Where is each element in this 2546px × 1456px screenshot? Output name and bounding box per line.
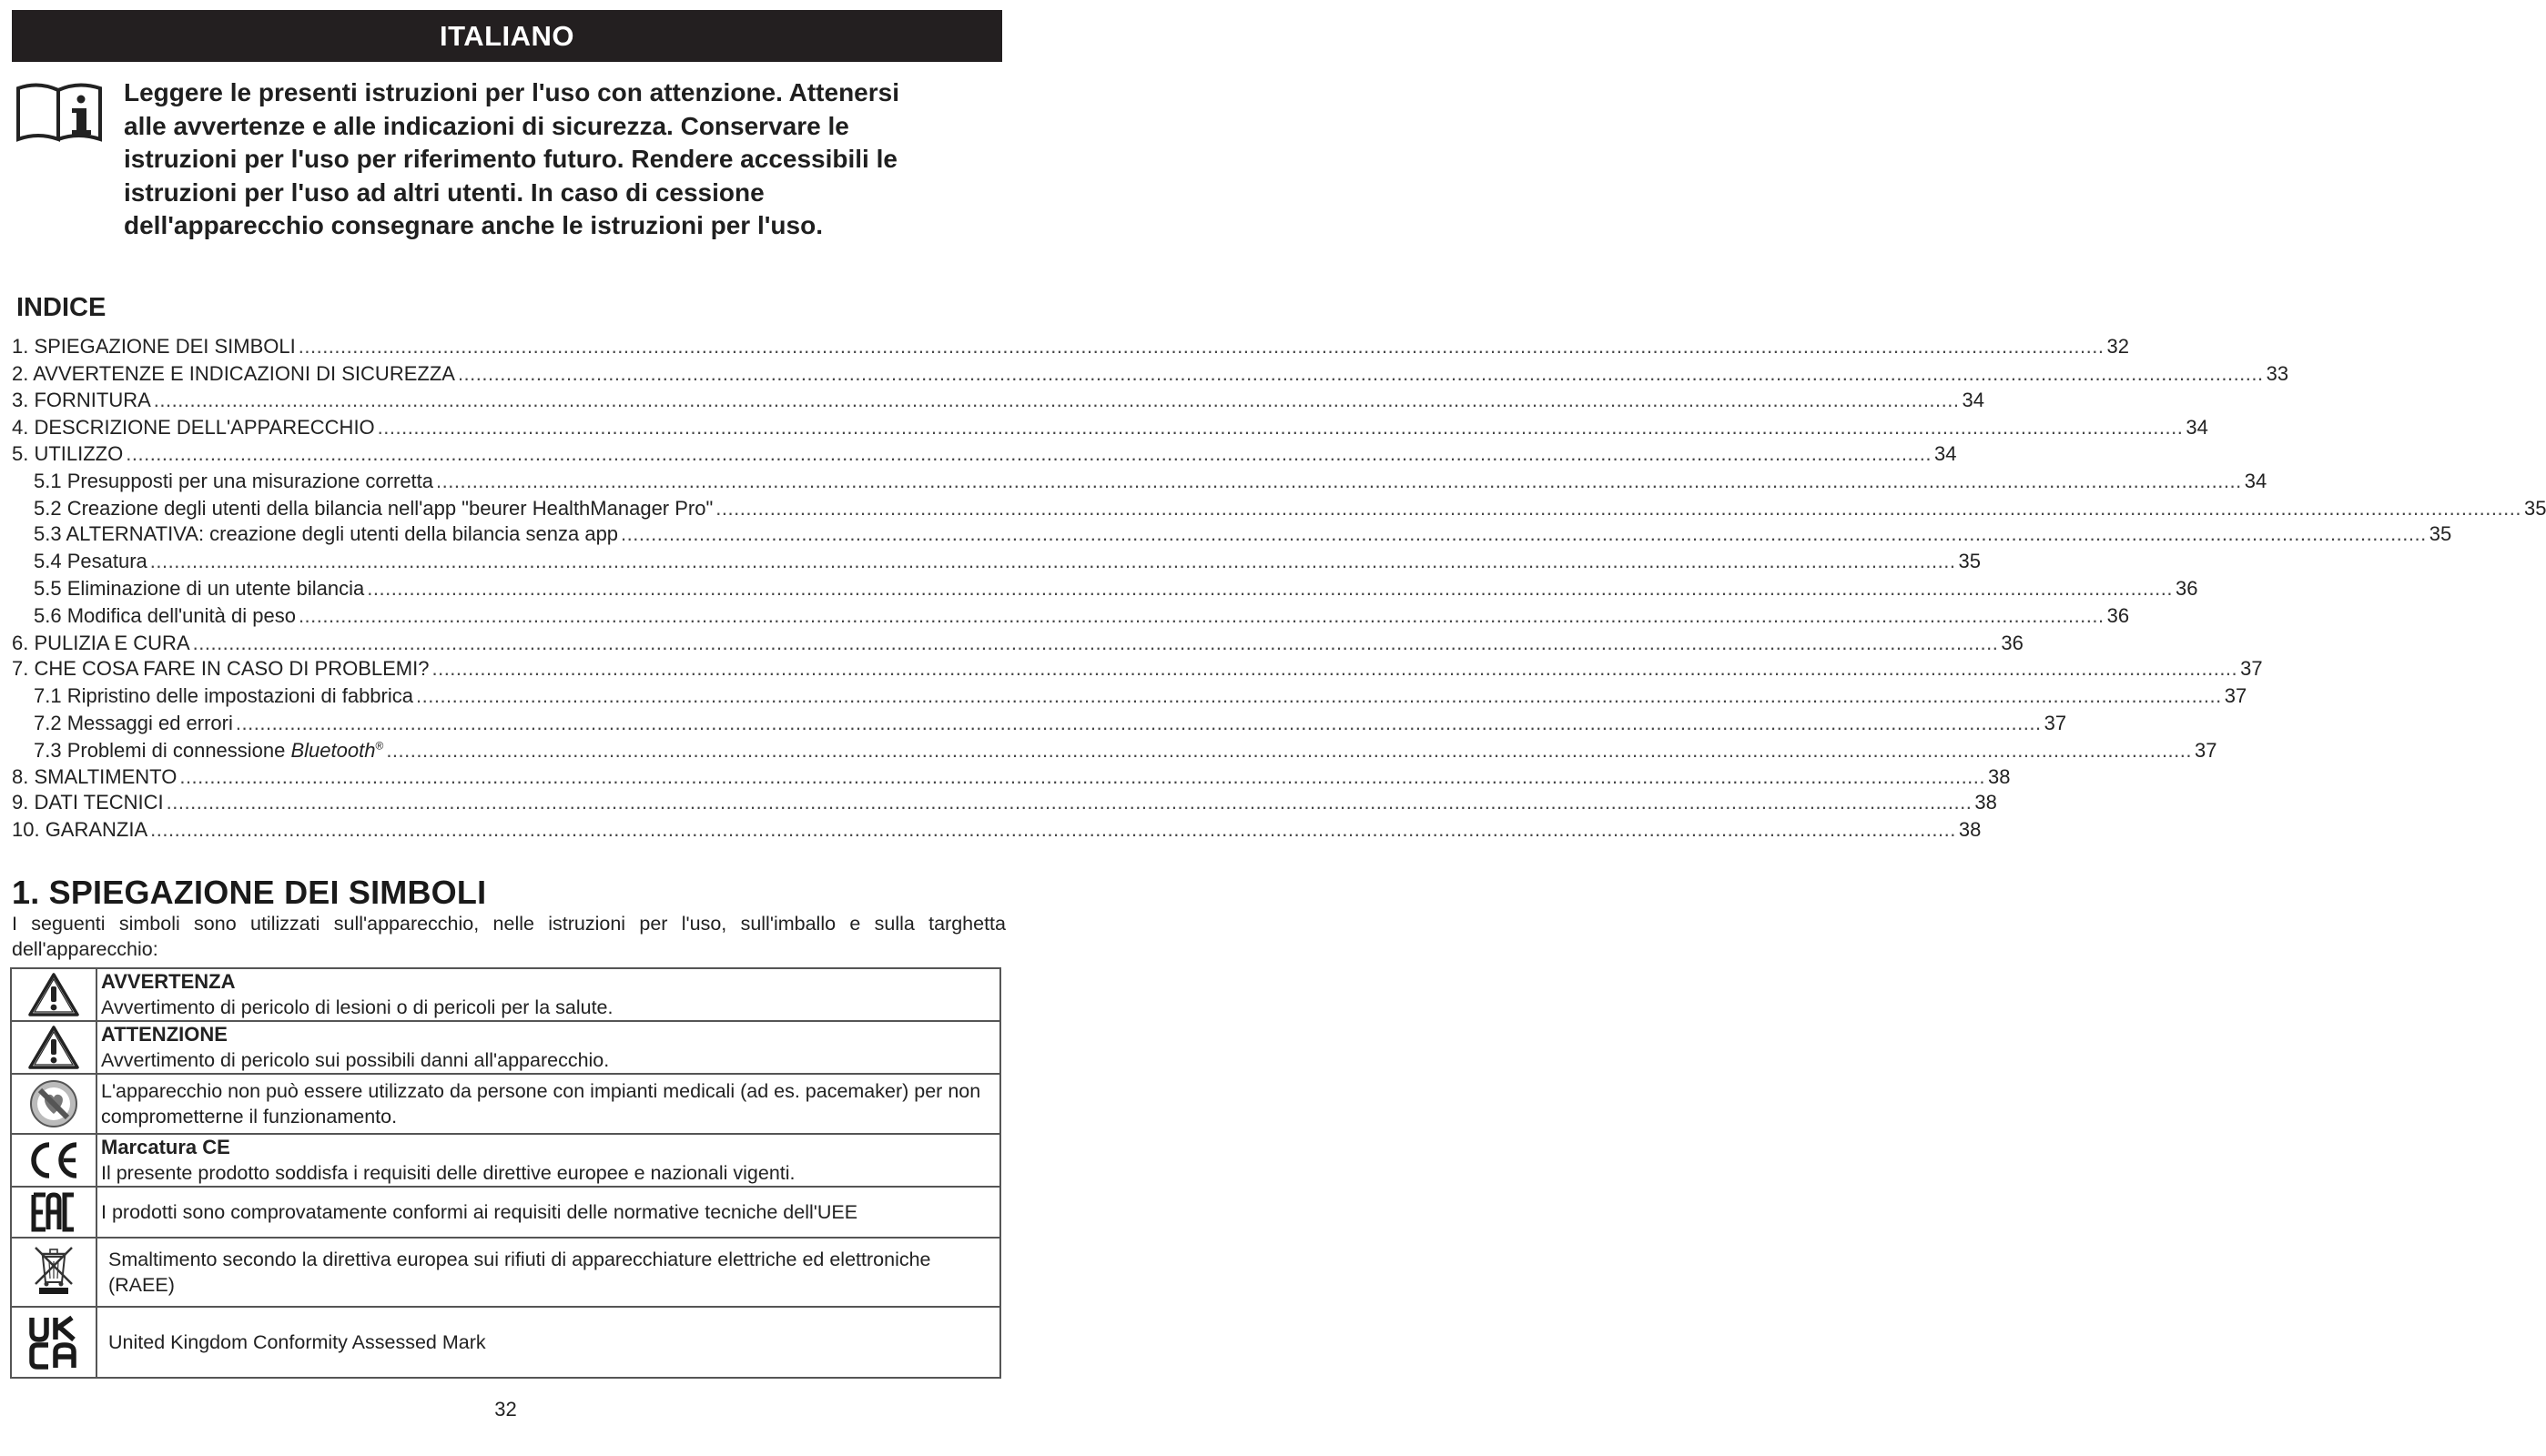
toc-item-symbols[interactable]: 1. SPIEGAZIONE DEI SIMBOLI ............................................................................................................................................................................................................................................................................................................ 32 (12, 335, 2129, 358)
warning-triangle-icon (11, 968, 96, 1021)
toc-page: 36 (2001, 632, 2024, 654)
toc-page: 38 (1988, 765, 2011, 788)
toc-label: 4. DESCRIZIONE DELL'APPARECCHIO (12, 416, 375, 439)
language-header: ITALIANO (12, 10, 1002, 62)
symbol-title: ATTENZIONE (101, 1023, 228, 1046)
toc-page: 37 (2044, 712, 2067, 734)
toc-item-supply[interactable]: 3. FORNITURA ............................................................................................................................................................................................................................................................................................................ 34 (12, 389, 1984, 411)
symbol-text: I prodotti sono comprovatamente conformi ai requisiti delle normative tecniche dell'UEE (101, 1201, 858, 1223)
toc-label: 7.3 Problemi di connessione Bluetooth® (34, 739, 384, 762)
toc-item-description[interactable]: 4. DESCRIZIONE DELL'APPARECCHIO ............................................................................................................................................................................................................................................................................................................ 34 (12, 416, 2208, 439)
toc-item-disposal[interactable]: 8. SMALTIMENTO ............................................................................................................................................................................................................................................................................................................ 38 (12, 765, 2011, 788)
intro-warning-text (124, 76, 998, 243)
section-intro: I seguenti simboli sono utilizzati sull'apparecchio, nelle istruzioni per l'uso, sull'imballo e sulla targhetta dell'apparecchio: (12, 913, 1006, 960)
toc-item-7-2[interactable]: 7.2 Messaggi ed errori ............................................................................................................................................................................................................................................................................................................ 37 (34, 712, 2067, 734)
toc-page: 37 (2224, 684, 2247, 707)
toc-label: 5.3 ALTERNATIVA: creazione degli utenti della bilancia senza app (34, 522, 619, 545)
toc-page: 36 (2175, 577, 2198, 600)
symbol-title: Marcatura CE (101, 1136, 230, 1158)
toc-label: 5.5 Eliminazione di un utente bilancia (34, 577, 365, 600)
intro-line: dell'apparecchio consegnare anche le istruzioni per l'uso. (124, 211, 823, 239)
toc-label: 5. UTILIZZO (12, 442, 124, 465)
table-row (11, 1307, 1000, 1378)
intro-line: alle avvertenze e alle indicazioni di sicurezza. Conservare le (124, 111, 849, 140)
toc-label: 6. PULIZIA E CURA (12, 632, 190, 654)
toc-item-technical-data[interactable]: 9. DATI TECNICI ............................................................................................................................................................................................................................................................................................................ 38 (12, 791, 1997, 814)
toc-item-7-1[interactable]: 7.1 Ripristino delle impostazioni di fabbrica ............................................................................................................................................................................................................................................................................................................ 37 (34, 684, 2247, 707)
toc-label: 7.2 Messaggi ed errori (34, 712, 233, 734)
toc-item-5-3[interactable]: 5.3 ALTERNATIVA: creazione degli utenti della bilancia senza app ............................................................................................................................................................................................................................................................................................................ 35 (34, 522, 2452, 545)
toc-label: 5.2 Creazione degli utenti della bilancia nell'app "beurer HealthManager Pro" (34, 497, 714, 520)
toc-page: 34 (2186, 416, 2208, 439)
toc-page: 36 (2106, 604, 2130, 627)
toc-page: 37 (2240, 657, 2263, 680)
toc-item-5-5[interactable]: 5.5 Eliminazione di un utente bilancia ............................................................................................................................................................................................................................................................................................................ 36 (34, 577, 2198, 600)
toc-title: INDICE (16, 293, 107, 322)
toc-label: 1. SPIEGAZIONE DEI SIMBOLI (12, 335, 296, 358)
table-row (11, 1134, 1000, 1187)
intro-line: istruzioni per l'uso per riferimento futuro. Rendere accessibili le (124, 145, 898, 173)
caution-triangle-icon (11, 1021, 96, 1074)
toc-page: 32 (2106, 335, 2129, 358)
toc-item-warnings[interactable]: 2. AVVERTENZE E INDICAZIONI DI SICUREZZA ............................................................................................................................................................................................................................................................................................................ 33 (12, 362, 2289, 385)
symbol-text: Avvertimento di pericolo sui possibili danni all'apparecchio. (101, 1049, 610, 1071)
toc-label: 5.1 Presupposti per una misurazione corretta (34, 470, 434, 492)
ukca-mark-icon (11, 1307, 96, 1378)
symbol-text: United Kingdom Conformity Assessed Mark (108, 1331, 486, 1353)
toc-page: 34 (2244, 470, 2267, 492)
toc-item-usage[interactable]: 5. UTILIZZO ............................................................................................................................................................................................................................................................................................................ 34 (12, 442, 1957, 465)
toc-label: 10. GARANZIA (12, 818, 148, 841)
toc-item-7-3[interactable]: 7.3 Problemi di connessione Bluetooth® ............................................................................................................................................................................................................................................................................................................ 37 (34, 739, 2217, 762)
toc-label: 9. DATI TECNICI (12, 791, 164, 814)
symbol-text: L'apparecchio non può essere utilizzato da persone con impianti medicali (ad es. pacemaker) per non comprometterne il funzionamento. (101, 1080, 981, 1127)
toc-page: 35 (2429, 522, 2452, 545)
toc-item-5-6[interactable]: 5.6 Modifica dell'unità di peso ............................................................................................................................................................................................................................................................................................................ 36 (34, 604, 2130, 627)
symbol-text: Avvertimento di pericolo di lesioni o di pericoli per la salute. (101, 996, 614, 1018)
table-row (11, 1074, 1000, 1134)
table-row (11, 1187, 1000, 1238)
intro-line: Leggere le presenti istruzioni per l'uso con attenzione. Attenersi (124, 78, 900, 106)
no-pacemaker-icon (11, 1074, 96, 1134)
toc-page: 38 (1958, 818, 1982, 841)
table-row (11, 1021, 1000, 1074)
toc-page: 35 (2523, 497, 2546, 520)
page-number: 32 (494, 1398, 517, 1421)
intro-line: istruzioni per l'uso ad altri utenti. In caso di cessione (124, 177, 765, 207)
toc-label: 5.4 Pesatura (34, 550, 147, 572)
toc-item-cleaning[interactable]: 6. PULIZIA E CURA ............................................................................................................................................................................................................................................................................................................ 36 (12, 632, 2024, 654)
table-row (11, 1238, 1000, 1307)
toc-label: 7.1 Ripristino delle impostazioni di fabbrica (34, 684, 413, 707)
symbols-table (10, 967, 1001, 1379)
info-book-icon (15, 79, 104, 148)
toc-page: 35 (1958, 550, 1981, 572)
toc-label: 5.6 Modifica dell'unità di peso (34, 604, 296, 627)
toc-page: 37 (2195, 739, 2217, 762)
toc-label: 8. SMALTIMENTO (12, 765, 178, 788)
ce-mark-icon (11, 1134, 96, 1187)
toc-page: 38 (1974, 791, 1997, 814)
toc-page: 34 (1933, 442, 1957, 465)
toc-page: 33 (2266, 362, 2289, 385)
weee-bin-icon (11, 1238, 96, 1307)
symbol-text: Smaltimento secondo la direttiva europea sui rifiuti di apparecchiature elettriche ed elettroniche (RAEE) (108, 1249, 931, 1296)
toc-label: 7. CHE COSA FARE IN CASO DI PROBLEMI? (12, 657, 430, 680)
toc-item-5-1[interactable]: 5.1 Presupposti per una misurazione corretta ............................................................................................................................................................................................................................................................................................................ 34 (34, 470, 2267, 492)
symbol-text: Il presente prodotto soddisfa i requisiti delle direttive europee e nazionali vigenti. (101, 1162, 796, 1184)
toc-page: 34 (1962, 389, 1984, 411)
table-row (11, 968, 1000, 1021)
toc-label: 2. AVVERTENZE E INDICAZIONI DI SICUREZZA (12, 362, 455, 385)
toc-label: 3. FORNITURA (12, 389, 151, 411)
toc-item-5-2[interactable]: 5.2 Creazione degli utenti della bilancia nell'app "beurer HealthManager Pro" ............................................................................................................................................................................................................................................................................................................ 35 (34, 497, 2546, 520)
section-title: 1. SPIEGAZIONE DEI SIMBOLI (12, 874, 487, 911)
symbol-title: AVVERTENZA (101, 970, 236, 993)
toc-item-problems[interactable]: 7. CHE COSA FARE IN CASO DI PROBLEMI? ............................................................................................................................................................................................................................................................................................................ 37 (12, 657, 2263, 680)
eac-mark-icon (11, 1187, 96, 1238)
toc-item-5-4[interactable]: 5.4 Pesatura ............................................................................................................................................................................................................................................................................................................ 35 (34, 550, 1981, 572)
toc-item-warranty[interactable]: 10. GARANZIA ............................................................................................................................................................................................................................................................................................................ 38 (12, 818, 1982, 841)
